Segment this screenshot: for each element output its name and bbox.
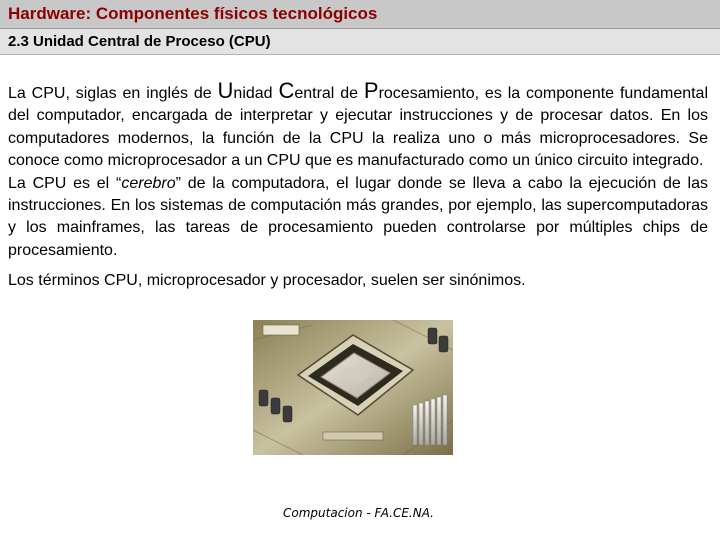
title-bar bbox=[0, 0, 720, 29]
page-title: Hardware: Componentes físicos tecnológicos bbox=[8, 4, 378, 23]
footer-text: Computacion - FA.CE.NA. bbox=[283, 506, 434, 520]
p2-emphasis: cerebro bbox=[121, 174, 176, 192]
cpu-motherboard-photo bbox=[253, 320, 453, 455]
letter-p: P bbox=[363, 78, 379, 103]
u-rest: nidad bbox=[233, 85, 279, 102]
subtitle-bar bbox=[0, 29, 720, 55]
paragraph-synonyms: Los términos CPU, microprocesador y procesador, suelen ser sinónimos. bbox=[8, 272, 526, 290]
p1-rest: rocesamiento, es la componente fundamental del computador, encargada de interpretar y ejecutar instrucciones y de procesar datos. En los computadores modernos, la función de la CPU la realiza uno o más microprocesadores. Se conoce como microprocesador a un CPU que es manufacturado como un único circuito integrado. bbox=[8, 85, 709, 170]
body-text bbox=[8, 80, 708, 293]
p1-start: La CPU, siglas en inglés de bbox=[8, 85, 218, 102]
paragraph-cpu-definition bbox=[8, 80, 708, 173]
c-rest: entral de bbox=[294, 85, 364, 102]
section-subtitle: 2.3 Unidad Central de Proceso (CPU) bbox=[8, 33, 271, 50]
p2-rest: ” de la computadora, el lugar donde se lleva a cabo la ejecución de las instrucciones. En los sistemas de computación más grandes, por ejemplo, las supercomputadoras y los mainframes, las tareas de procesamiento pueden controlarse por múltiples chips de procesamiento. bbox=[8, 174, 709, 259]
p2-start: La CPU es el “ bbox=[8, 174, 122, 192]
letter-c: C bbox=[278, 78, 295, 103]
paragraph-cpu-brain bbox=[8, 173, 708, 263]
letter-u: U bbox=[217, 78, 234, 103]
